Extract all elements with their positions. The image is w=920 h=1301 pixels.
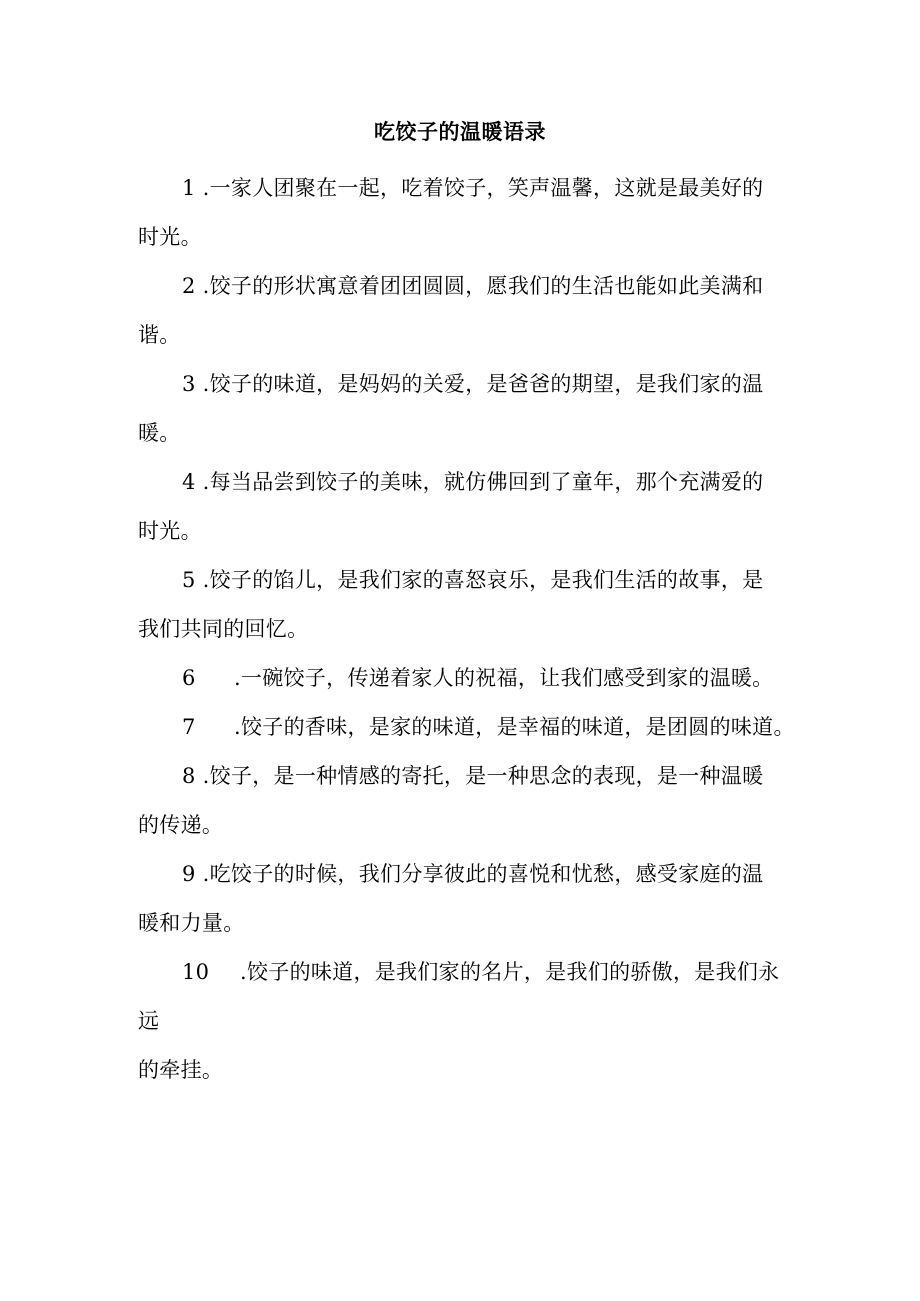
list-item [138, 654, 790, 703]
item-number: 5 [182, 568, 196, 592]
item-text-continued: 远 [138, 1009, 160, 1033]
list-item [138, 703, 795, 752]
list-item-line [138, 703, 795, 752]
list-item-line [138, 850, 790, 899]
item-number: 1 [182, 176, 196, 200]
list-item [138, 458, 790, 556]
item-text: .每当品尝到饺子的美味，就仿佛回到了童年，那个充满爱的 [202, 470, 764, 494]
list-item-line [138, 556, 790, 605]
item-text: .饺子的味道，是我们家的名片，是我们的骄傲，是我们永 [240, 960, 780, 984]
list-item [138, 262, 790, 360]
item-number: 3 [182, 372, 196, 396]
item-text: .饺子的形状寓意着团团圆圆，愿我们的生活也能如此美满和 [202, 274, 764, 298]
quote-list [138, 164, 795, 1095]
item-text: .饺子的香味，是家的味道，是幸福的味道，是团圆的味道。 [234, 715, 795, 739]
item-text: .一碗饺子，传递着家人的祝福，让我们感受到家的温暖。 [234, 666, 774, 690]
list-item [138, 948, 790, 1095]
document-title: 吃饺子的温暖语录 [374, 119, 546, 144]
item-text-continued: 暖和力量。 [138, 911, 245, 935]
list-item-line [138, 948, 790, 997]
item-text-continued: 的牵挂。 [138, 1058, 224, 1082]
list-item-line [138, 360, 790, 409]
item-text: .饺子，是一种情感的寄托，是一种思念的表现，是一种温暖 [202, 764, 764, 788]
list-item-line [138, 262, 790, 311]
list-item [138, 164, 790, 262]
list-item-line [138, 458, 790, 507]
item-text-continued: 时光。 [138, 519, 202, 543]
list-item-line [138, 164, 790, 213]
list-item [138, 850, 790, 948]
item-number: 7 [182, 715, 196, 739]
item-text: .吃饺子的时候，我们分享彼此的喜悦和忧愁，感受家庭的温 [202, 862, 764, 886]
item-text: .饺子的味道，是妈妈的关爱，是爸爸的期望，是我们家的温 [202, 372, 764, 396]
list-item [138, 556, 790, 654]
item-number: 6 [182, 666, 196, 690]
list-item-line [138, 654, 790, 703]
item-text-continued: 暖。 [138, 421, 181, 445]
list-item [138, 360, 790, 458]
item-number: 8 [182, 764, 196, 788]
item-text: .饺子的馅儿，是我们家的喜怒哀乐，是我们生活的故事，是 [202, 568, 764, 592]
item-number: 10 [182, 960, 210, 984]
item-number: 9 [182, 862, 196, 886]
item-text-continued: 的传递。 [138, 813, 224, 837]
item-number: 4 [182, 470, 196, 494]
item-text-continued: 我们共同的回忆。 [138, 617, 309, 641]
item-text-continued: 时光。 [138, 225, 202, 249]
item-text-continued: 谐。 [138, 323, 181, 347]
list-item-line [138, 752, 790, 801]
item-text: .一家人团聚在一起，吃着饺子，笑声温馨，这就是最美好的 [202, 176, 764, 200]
item-number: 2 [182, 274, 196, 298]
list-item [138, 752, 790, 850]
